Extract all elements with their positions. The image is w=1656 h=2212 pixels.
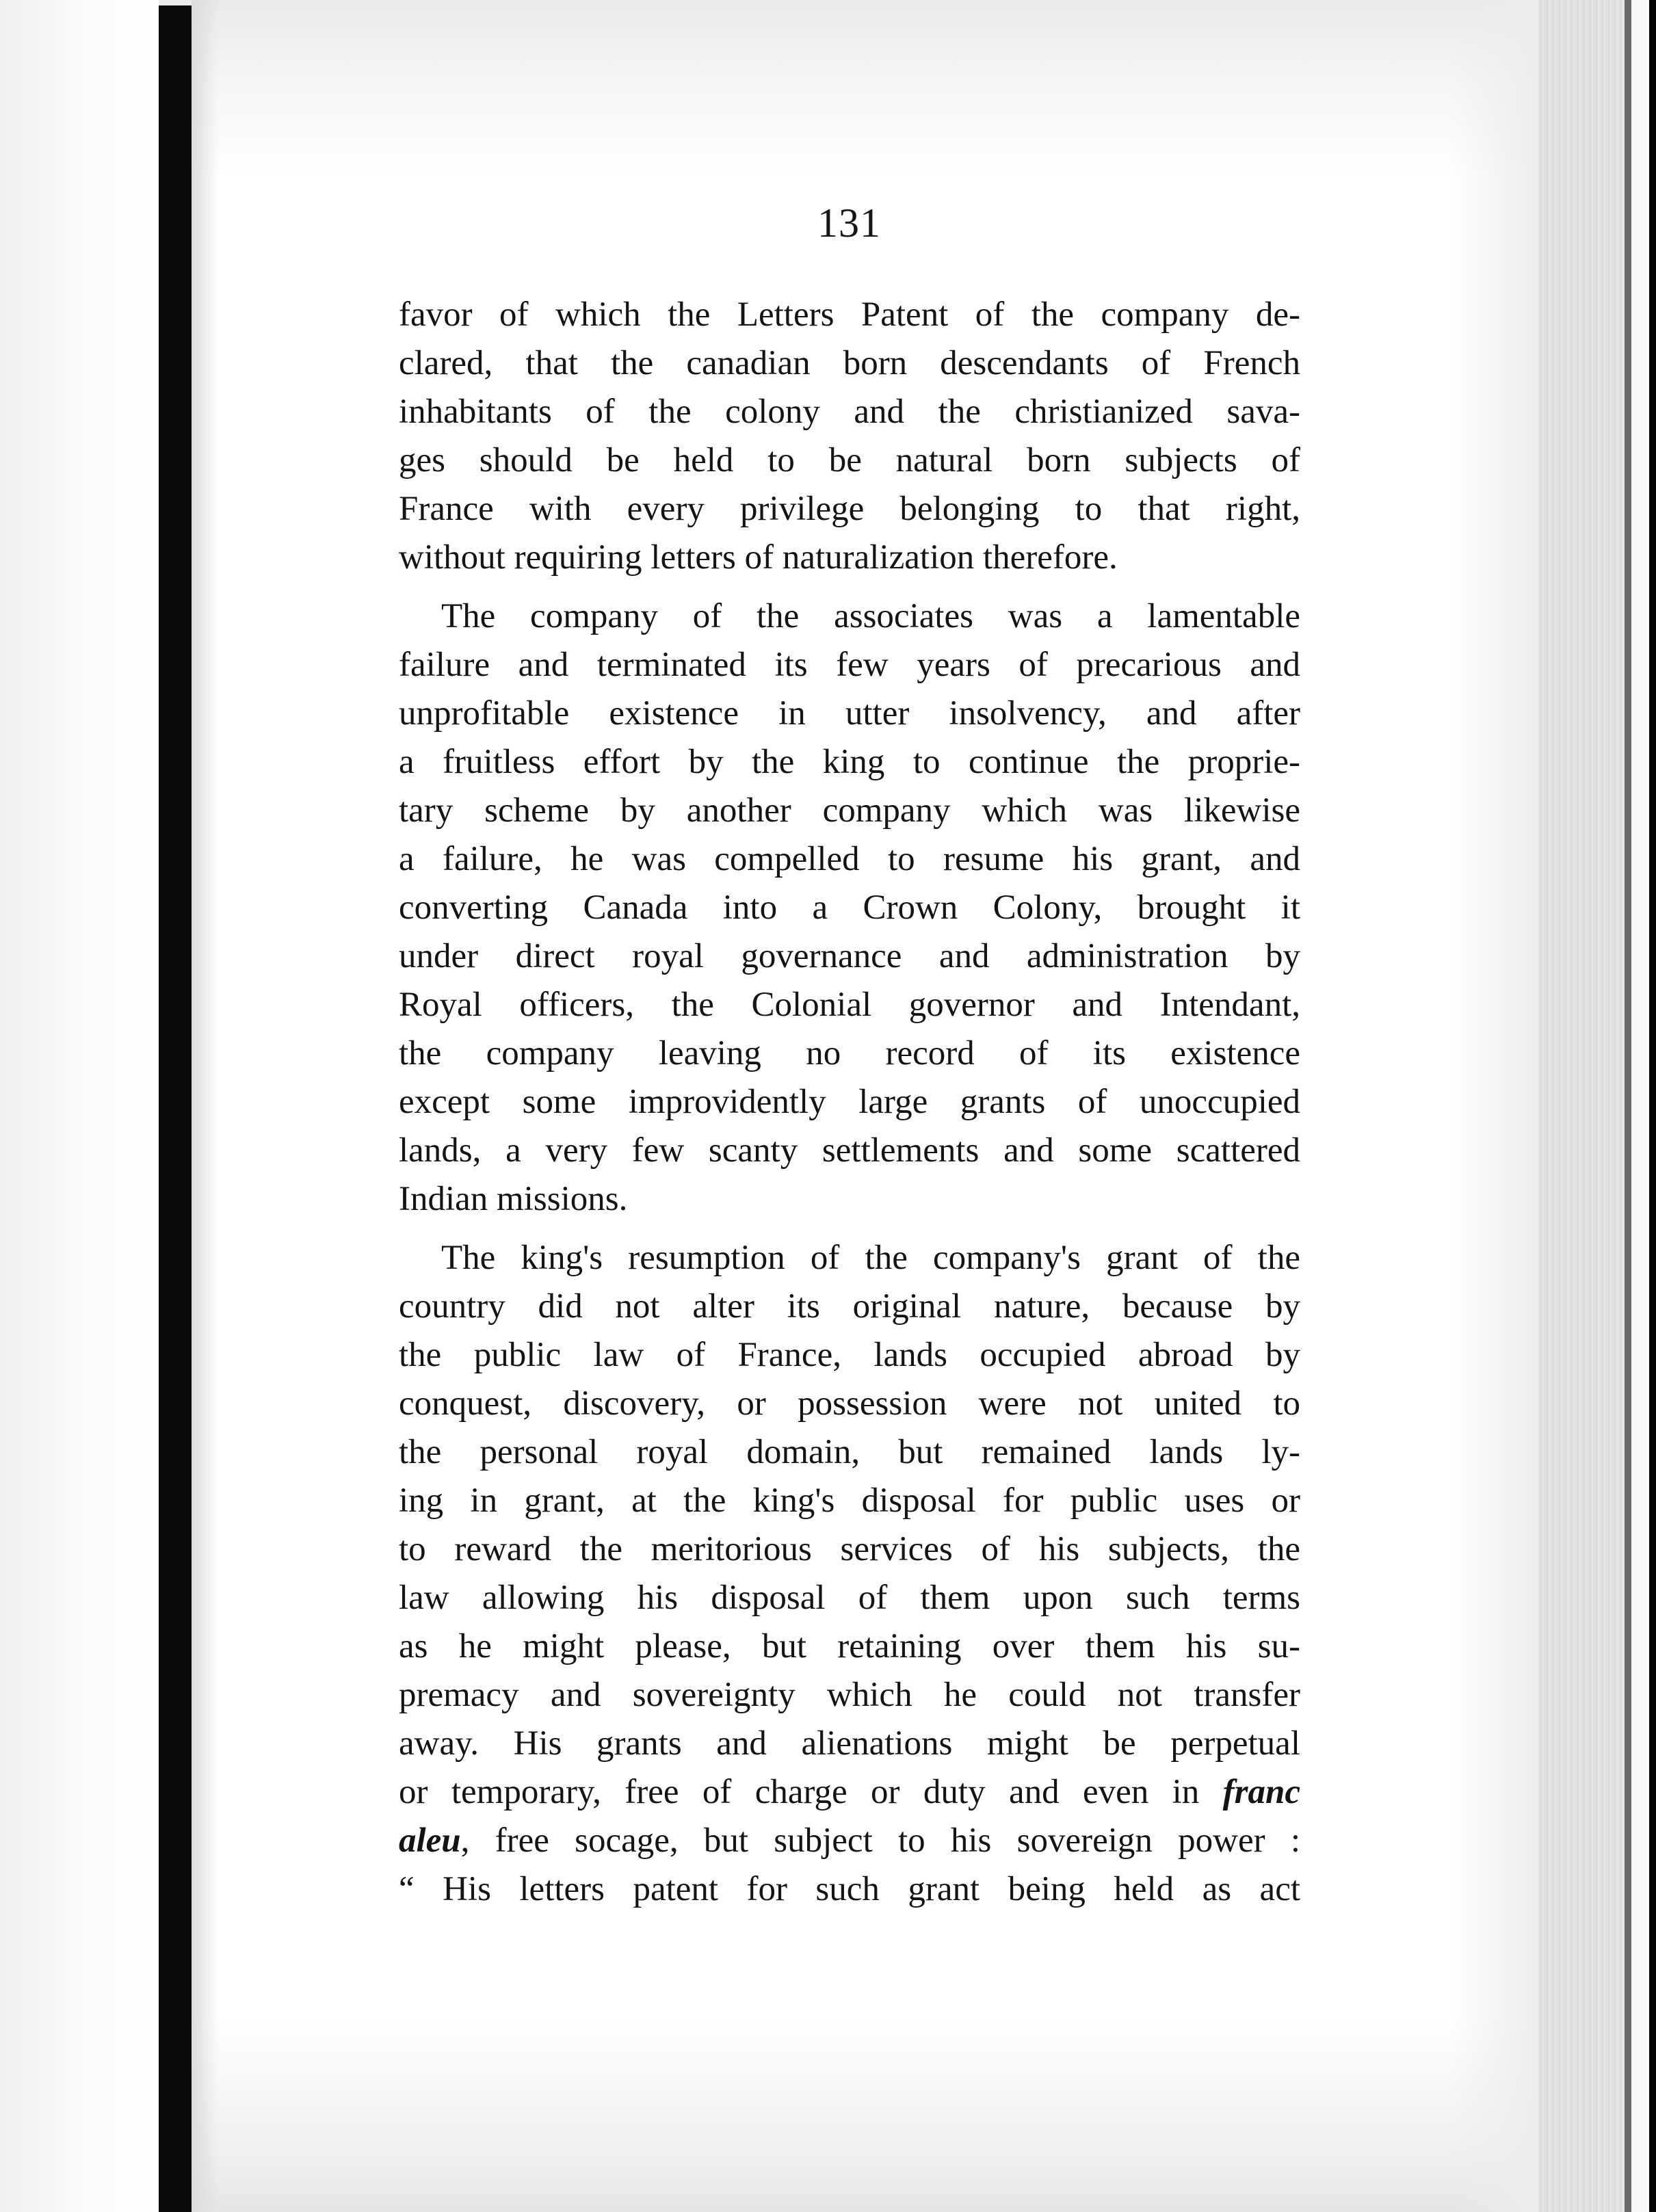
text-line: The company of the associates was a lamentable [441,597,1300,635]
text-line: “ His letters patent for such grant being held as act [399,1870,1300,1908]
text-segment: , free socage, but subject to his sovereign power : [460,1821,1300,1860]
italic-term-aleu: aleu [399,1821,461,1860]
binding-shadow-bar [159,5,192,2212]
text-line: country did not alter its original nature, because by [399,1287,1300,1326]
text-line: The king's resumption of the company's grant of the [441,1239,1300,1277]
text-line: clared, that the canadian born descendants of French [399,344,1300,382]
left-page-margin [0,0,159,2212]
text-line: the company leaving no record of its existence [399,1034,1300,1072]
paragraph-1 [399,291,1300,582]
paragraph-2 [399,592,1300,1224]
text-line: under direct royal governance and administration by [399,937,1300,975]
text-line: the personal royal domain, but remained lands ly- [399,1433,1300,1471]
text-line: failure and terminated its few years of precarious and [399,646,1300,684]
text-line: a fruitless effort by the king to continue the proprie- [399,743,1300,781]
text-line: without requiring letters of naturalization therefore. [399,538,1118,577]
gutter-shadow [192,0,219,2212]
text-line: ges should be held to be natural born subjects of [399,441,1300,479]
text-line: tary scheme by another company which was likewise [399,791,1300,830]
page-number: 131 [817,200,881,246]
paragraph-3 [399,1234,1300,1914]
text-line: converting Canada into a Crown Colony, brought it [399,888,1300,927]
fore-edge-fade [1450,0,1539,2212]
text-line: Indian missions. [399,1180,628,1218]
text-line: lands, a very few scanty settlements and some scattered [399,1131,1300,1170]
page-fore-edge [1539,0,1625,2212]
text-line: favor of which the Letters Patent of the company de- [399,295,1300,334]
text-line: away. His grants and alienations might be perpetual [399,1724,1300,1763]
text-line: a failure, he was compelled to resume his grant, and [399,840,1300,878]
text-line: Royal officers, the Colonial governor and Intendant, [399,986,1300,1024]
text-line-with-italic [399,1817,1300,1865]
text-line: conquest, discovery, or possession were not united to [399,1384,1300,1423]
text-line: the public law of France, lands occupied abroad by [399,1336,1300,1374]
text-line: unprofitable existence in utter insolvency, and after [399,694,1300,733]
body-text [399,291,1300,1924]
text-segment: or temporary, free of charge or duty and even in [399,1773,1200,1811]
text-line: ing in grant, at the king's disposal for public uses or [399,1482,1300,1520]
text-line-with-italic [399,1768,1300,1817]
text-line: except some improvidently large grants of unoccupied [399,1083,1300,1121]
text-line: premacy and sovereignty which he could not transfer [399,1676,1300,1714]
text-line: inhabitants of the colony and the christianized sava- [399,393,1300,431]
fore-edge-gap [1631,0,1649,2212]
text-line: France with every privilege belonging to that right, [399,490,1300,528]
fore-edge-line [1625,0,1631,2212]
scan-border-right [1649,0,1656,2212]
text-line: as he might please, but retaining over them his su- [399,1627,1300,1665]
text-line: law allowing his disposal of them upon such terms [399,1579,1300,1617]
italic-term-franc: franc [1222,1773,1300,1811]
text-line: to reward the meritorious services of his subjects, the [399,1530,1300,1568]
